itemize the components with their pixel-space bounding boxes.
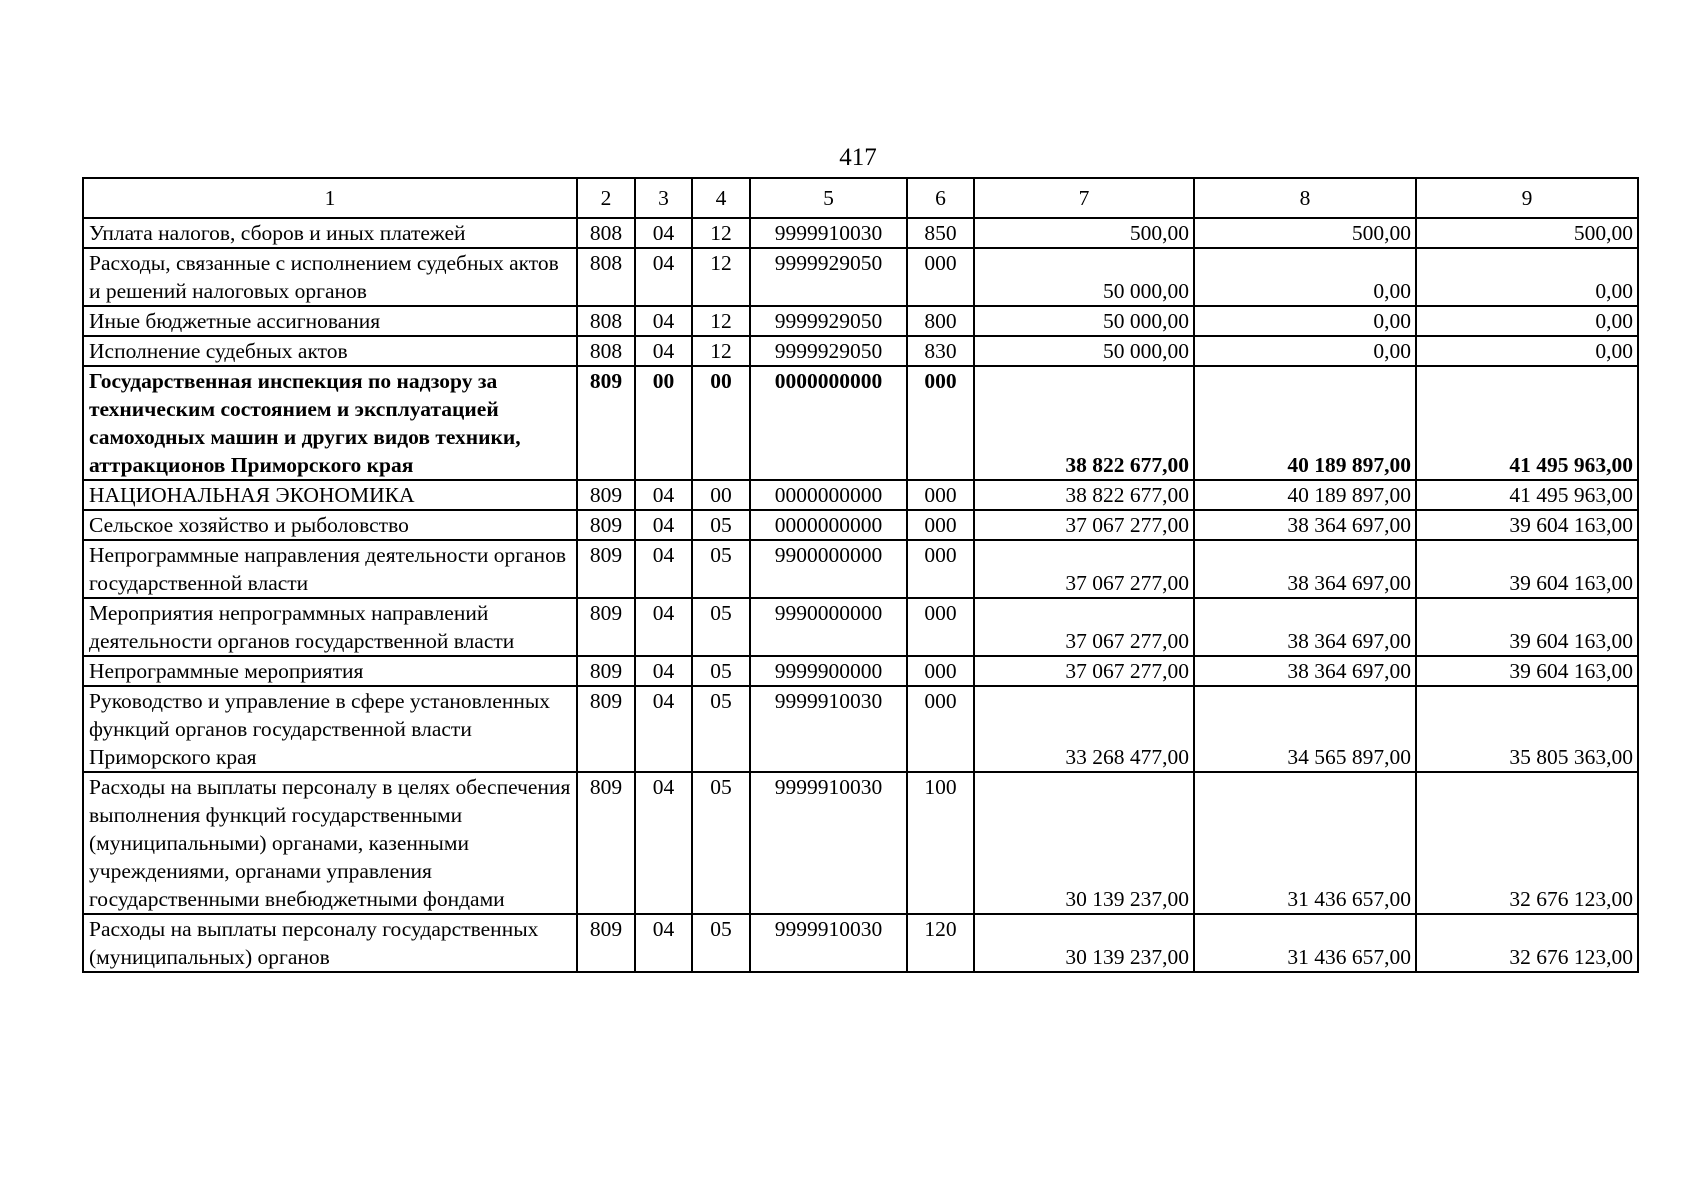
row-rz-code-cell: 04 [635, 686, 692, 772]
row-csr-code-cell: 9999910030 [750, 218, 907, 248]
row-amount-col7-cell: 30 139 237,00 [974, 772, 1194, 914]
row-vr-code-cell: 000 [907, 598, 974, 656]
page-number: 417 [839, 144, 877, 171]
row-name-cell: Иные бюджетные ассигнования [83, 306, 577, 336]
row-name-cell: Расходы, связанные с исполнением судебных актов и решений налоговых органов [83, 248, 577, 306]
row-rz-code-cell: 04 [635, 248, 692, 306]
header-cell: 2 [577, 178, 635, 218]
table-row [83, 914, 1638, 972]
row-name-cell: Непрограммные направления деятельности органов государственной власти [83, 540, 577, 598]
row-amount-col7-cell: 38 822 677,00 [974, 480, 1194, 510]
row-amount-col7-cell: 37 067 277,00 [974, 510, 1194, 540]
row-amount-col7-cell: 37 067 277,00 [974, 598, 1194, 656]
row-rz-code-cell: 04 [635, 306, 692, 336]
row-amount-col7-cell: 38 822 677,00 [974, 366, 1194, 480]
row-vr-code-cell: 100 [907, 772, 974, 914]
row-gr-code-cell: 808 [577, 336, 635, 366]
table-row [83, 306, 1638, 336]
row-amount-col8-cell: 0,00 [1194, 248, 1416, 306]
table-row [83, 772, 1638, 914]
row-vr-code-cell: 000 [907, 248, 974, 306]
row-amount-col7-cell: 50 000,00 [974, 306, 1194, 336]
row-amount-col9-cell: 39 604 163,00 [1416, 598, 1638, 656]
row-rz-code-cell: 04 [635, 656, 692, 686]
row-pr-code-cell: 05 [692, 914, 750, 972]
row-name-cell: НАЦИОНАЛЬНАЯ ЭКОНОМИКА [83, 480, 577, 510]
row-gr-code-cell: 808 [577, 306, 635, 336]
table-row [83, 510, 1638, 540]
row-gr-code-cell: 809 [577, 510, 635, 540]
row-pr-code-cell: 12 [692, 336, 750, 366]
row-vr-code-cell: 000 [907, 540, 974, 598]
row-gr-code-cell: 809 [577, 598, 635, 656]
row-amount-col8-cell: 38 364 697,00 [1194, 656, 1416, 686]
table-row [83, 540, 1638, 598]
row-vr-code-cell: 000 [907, 366, 974, 480]
row-pr-code-cell: 05 [692, 686, 750, 772]
row-name-cell: Государственная инспекция по надзору за техническим состоянием и эксплуатацией самоходных машин и других видов техники, аттракционов Приморского края [83, 366, 577, 480]
row-pr-code-cell: 05 [692, 772, 750, 914]
row-csr-code-cell: 0000000000 [750, 366, 907, 480]
row-csr-code-cell: 9999900000 [750, 656, 907, 686]
row-amount-col7-cell: 30 139 237,00 [974, 914, 1194, 972]
row-csr-code-cell: 9999910030 [750, 772, 907, 914]
budget-table [82, 177, 1639, 973]
row-pr-code-cell: 12 [692, 248, 750, 306]
row-csr-code-cell: 9999929050 [750, 248, 907, 306]
row-amount-col8-cell: 31 436 657,00 [1194, 772, 1416, 914]
row-name-cell: Руководство и управление в сфере установленных функций органов государственной власти Приморского края [83, 686, 577, 772]
row-csr-code-cell: 9999910030 [750, 686, 907, 772]
row-gr-code-cell: 809 [577, 366, 635, 480]
row-pr-code-cell: 12 [692, 306, 750, 336]
row-name-cell: Сельское хозяйство и рыболовство [83, 510, 577, 540]
row-vr-code-cell: 000 [907, 656, 974, 686]
table-row [83, 366, 1638, 480]
header-cell: 8 [1194, 178, 1416, 218]
row-pr-code-cell: 12 [692, 218, 750, 248]
row-pr-code-cell: 00 [692, 366, 750, 480]
row-rz-code-cell: 04 [635, 218, 692, 248]
row-pr-code-cell: 05 [692, 510, 750, 540]
row-gr-code-cell: 808 [577, 218, 635, 248]
row-name-cell: Мероприятия непрограммных направлений деятельности органов государственной власти [83, 598, 577, 656]
header-cell: 7 [974, 178, 1194, 218]
row-vr-code-cell: 120 [907, 914, 974, 972]
row-rz-code-cell: 04 [635, 598, 692, 656]
row-amount-col8-cell: 0,00 [1194, 306, 1416, 336]
row-csr-code-cell: 9999910030 [750, 914, 907, 972]
table-row [83, 480, 1638, 510]
row-amount-col7-cell: 37 067 277,00 [974, 540, 1194, 598]
table-row [83, 336, 1638, 366]
row-csr-code-cell: 9900000000 [750, 540, 907, 598]
row-csr-code-cell: 0000000000 [750, 480, 907, 510]
row-amount-col8-cell: 40 189 897,00 [1194, 480, 1416, 510]
row-amount-col8-cell: 38 364 697,00 [1194, 540, 1416, 598]
row-csr-code-cell: 9990000000 [750, 598, 907, 656]
row-gr-code-cell: 809 [577, 480, 635, 510]
row-amount-col7-cell: 50 000,00 [974, 336, 1194, 366]
header-cell: 5 [750, 178, 907, 218]
row-vr-code-cell: 830 [907, 336, 974, 366]
header-cell: 3 [635, 178, 692, 218]
header-cell: 6 [907, 178, 974, 218]
row-name-cell: Исполнение судебных актов [83, 336, 577, 366]
row-gr-code-cell: 809 [577, 914, 635, 972]
table-row [83, 248, 1638, 306]
header-cell: 1 [83, 178, 577, 218]
row-amount-col9-cell: 35 805 363,00 [1416, 686, 1638, 772]
header-cell: 4 [692, 178, 750, 218]
row-gr-code-cell: 809 [577, 686, 635, 772]
row-pr-code-cell: 05 [692, 656, 750, 686]
row-amount-col9-cell: 39 604 163,00 [1416, 656, 1638, 686]
row-rz-code-cell: 04 [635, 914, 692, 972]
row-csr-code-cell: 9999929050 [750, 306, 907, 336]
row-rz-code-cell: 04 [635, 336, 692, 366]
row-gr-code-cell: 809 [577, 540, 635, 598]
row-amount-col9-cell: 32 676 123,00 [1416, 772, 1638, 914]
row-amount-col8-cell: 34 565 897,00 [1194, 686, 1416, 772]
table-row [83, 598, 1638, 656]
row-amount-col9-cell: 500,00 [1416, 218, 1638, 248]
table-row [83, 656, 1638, 686]
header-row [83, 178, 1638, 218]
row-pr-code-cell: 00 [692, 480, 750, 510]
row-vr-code-cell: 000 [907, 686, 974, 772]
row-rz-code-cell: 00 [635, 366, 692, 480]
row-pr-code-cell: 05 [692, 598, 750, 656]
row-gr-code-cell: 809 [577, 772, 635, 914]
row-rz-code-cell: 04 [635, 480, 692, 510]
row-amount-col9-cell: 32 676 123,00 [1416, 914, 1638, 972]
row-gr-code-cell: 809 [577, 656, 635, 686]
row-vr-code-cell: 850 [907, 218, 974, 248]
row-amount-col9-cell: 0,00 [1416, 306, 1638, 336]
row-rz-code-cell: 04 [635, 510, 692, 540]
row-name-cell: Непрограммные мероприятия [83, 656, 577, 686]
row-amount-col9-cell: 39 604 163,00 [1416, 510, 1638, 540]
row-gr-code-cell: 808 [577, 248, 635, 306]
row-amount-col9-cell: 41 495 963,00 [1416, 366, 1638, 480]
row-amount-col9-cell: 0,00 [1416, 248, 1638, 306]
row-name-cell: Расходы на выплаты персоналу государственных (муниципальных) органов [83, 914, 577, 972]
row-rz-code-cell: 04 [635, 772, 692, 914]
row-amount-col8-cell: 40 189 897,00 [1194, 366, 1416, 480]
row-pr-code-cell: 05 [692, 540, 750, 598]
row-name-cell: Уплата налогов, сборов и иных платежей [83, 218, 577, 248]
row-vr-code-cell: 000 [907, 510, 974, 540]
row-csr-code-cell: 9999929050 [750, 336, 907, 366]
row-amount-col7-cell: 37 067 277,00 [974, 656, 1194, 686]
row-amount-col7-cell: 33 268 477,00 [974, 686, 1194, 772]
row-amount-col8-cell: 38 364 697,00 [1194, 598, 1416, 656]
row-amount-col7-cell: 500,00 [974, 218, 1194, 248]
table-row [83, 686, 1638, 772]
row-vr-code-cell: 000 [907, 480, 974, 510]
row-amount-col9-cell: 41 495 963,00 [1416, 480, 1638, 510]
row-amount-col8-cell: 38 364 697,00 [1194, 510, 1416, 540]
header-cell: 9 [1416, 178, 1638, 218]
table-row [83, 218, 1638, 248]
row-amount-col8-cell: 500,00 [1194, 218, 1416, 248]
row-vr-code-cell: 800 [907, 306, 974, 336]
table-body [83, 218, 1638, 972]
row-amount-col9-cell: 39 604 163,00 [1416, 540, 1638, 598]
row-name-cell: Расходы на выплаты персоналу в целях обеспечения выполнения функций государственными (муниципальными) органами, казенными учреждениями, органами управления государственными внебюджетными фондами [83, 772, 577, 914]
row-amount-col7-cell: 50 000,00 [974, 248, 1194, 306]
row-rz-code-cell: 04 [635, 540, 692, 598]
row-amount-col8-cell: 31 436 657,00 [1194, 914, 1416, 972]
row-csr-code-cell: 0000000000 [750, 510, 907, 540]
row-amount-col9-cell: 0,00 [1416, 336, 1638, 366]
row-amount-col8-cell: 0,00 [1194, 336, 1416, 366]
